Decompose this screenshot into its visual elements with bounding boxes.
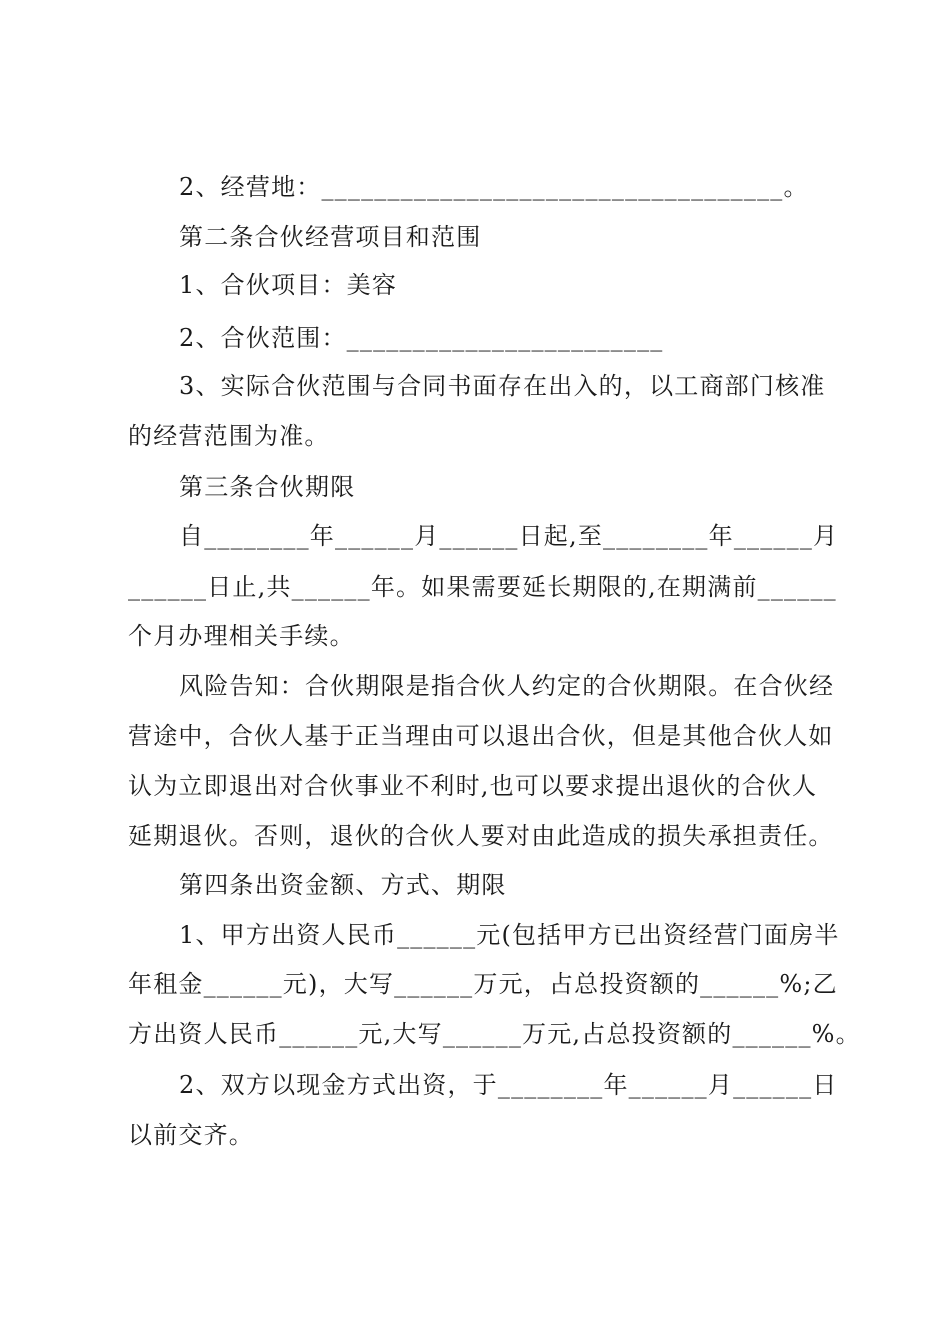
article-2-heading: 第二条合伙经营项目和范围 xyxy=(179,223,482,251)
clause-4-2-cash-payment: 2、双方以现金方式出资，于________年______月______日 xyxy=(179,1071,838,1099)
term-period-line: 自________年______月______日起,至________年______月 xyxy=(179,522,839,550)
clause-4-1-contribution-end: 方出资人民币______元,大写______万元,占总投资额的______%。 xyxy=(128,1020,861,1048)
clause-4-2-cash-payment-cont: 以前交齐。 xyxy=(128,1121,254,1149)
clause-2-3-scope-note-cont: 的经营范围为准。 xyxy=(128,422,330,450)
risk-notice-cont-3: 延期退伙。否则，退伙的合伙人要对由此造成的损失承担责任。 xyxy=(128,822,834,850)
article-4-heading: 第四条出资金额、方式、期限 xyxy=(179,871,507,899)
clause-4-1-contribution-cont: 年租金______元)，大写______万元，占总投资额的______%;乙 xyxy=(128,970,838,998)
clause-4-1-contribution: 1、甲方出资人民币______元(包括甲方已出资经营门面房半 xyxy=(179,921,840,949)
clause-2-1-project: 1、合伙项目：美容 xyxy=(179,271,398,299)
clause-1-2-business-location: 2、经营地：___________________________________。 xyxy=(179,173,809,201)
risk-notice-cont-2: 认为立即退出对合伙事业不利时,也可以要求提出退伙的合伙人 xyxy=(128,772,818,800)
risk-notice-cont-1: 营途中，合伙人基于正当理由可以退出合伙，但是其他合伙人如 xyxy=(128,722,834,750)
risk-notice: 风险告知：合伙期限是指合伙人约定的合伙期限。在合伙经 xyxy=(179,672,835,700)
clause-2-3-scope-note: 3、实际合伙范围与合同书面存在出入的，以工商部门核准 xyxy=(179,372,826,400)
term-period-line-end: 个月办理相关手续。 xyxy=(128,622,355,650)
clause-2-2-scope: 2、合伙范围：________________________ xyxy=(179,324,664,352)
term-period-line-cont: ______日止,共______年。如果需要延长期限的,在期满前______ xyxy=(128,573,837,601)
article-3-heading: 第三条合伙期限 xyxy=(179,473,356,501)
